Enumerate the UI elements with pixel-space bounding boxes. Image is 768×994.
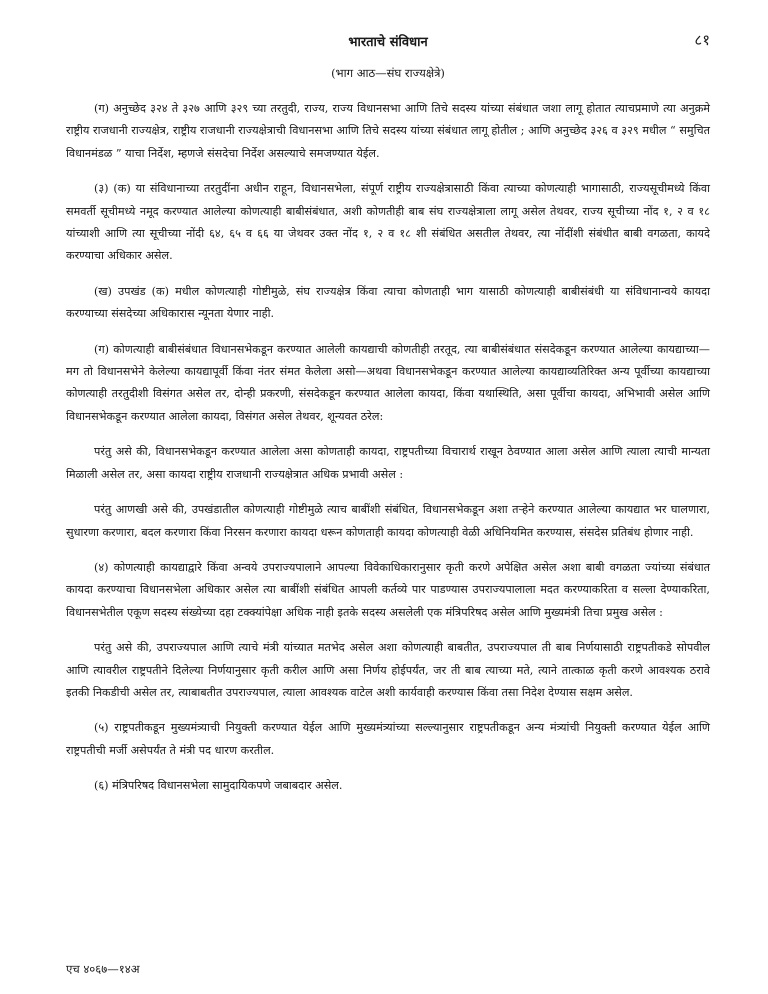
page-number: ८१ (694, 31, 710, 49)
paragraph-proviso-1: परंतु असे की, विधानसभेकडून करण्यात आलेला असा कोणताही कायदा, राष्ट्रपतीच्या विचारार्थ राखून ठेवण्यात आला असेल आणि त्याला त्याची मान्यता मिळाली असेल तर, असा कायदा राष्ट्रीय राजधानी राज्यक्षेत्रात अधिक प्रभावी असेल : (66, 445, 710, 481)
part-subtitle: (भाग आठ—संघ राज्यक्षेत्रे) (331, 66, 445, 80)
paragraph-clause-6: (६) मंत्रिपरिषद विधानसभेला सामुदायिकपणे जबाबदार असेल. (94, 779, 343, 793)
paragraph-proviso-clause-4: परंतु असे की, उपराज्यपाल आणि त्याचे मंत्री यांच्यात मतभेद असेल अशा कोणत्याही बाबतीत, उपराज्यपाल ती बाब निर्णयासाठी राष्ट्रपतीकडे सोपवील आणि त्यावरील राष्ट्रपतीने दिलेल्या निर्णयानुसार कृती करील आणि असा निर्णय होईपर्यंत, जर ती बाब त्याच्या मते, त्याने तात्काळ कृती करणे आवश्यक ठरावे इतकी निकडीची असेल तर, त्याबाबतीत उपराज्यपाल, त्याला आवश्यक वाटेल अशी कार्यवाही करण्यास किंवा तसा निदेश देण्यास सक्षम असेल. (66, 641, 710, 699)
paragraph-clause-4: (४) कोणत्याही कायद्याद्वारे किंवा अन्वये उपराज्यपालाने आपल्या विवेकाधिकारानुसार कृती करणे अपेक्षित असेल अशा बाबी वगळता ज्यांच्या संबंधात कायदा करण्याचा विधानसभेला अधिकार असेल त्या बाबींशी संबंधित आपली कर्तव्ये पार पाडण्यास उपराज्यपालाला मदत करण्याकरिता व सल्ला देण्याकरिता, विधानसभेतील एकूण सदस्य संख्येच्या दहा टक्क्यांपेक्षा अधिक नाही इतके सदस्य असलेली एक मंत्रिपरिषद असेल आणि मुख्यमंत्री तिचा प्रमुख असेल : (66, 560, 710, 619)
body-text (66, 98, 710, 798)
running-title: भारताचे संविधान (348, 35, 428, 50)
paragraph-clause-3b: (ख) उपखंड (क) मधील कोणत्याही गोष्टीमुळे, संघ राज्यक्षेत्र किंवा त्याचा कोणताही भाग यासाठी कोणत्याही बाबीसंबंधी या संविधानान्वये कायदा करण्याच्या संसदेच्या अधिकारास न्यूनता येणार नाही. (66, 284, 710, 321)
paragraph-clause-3c: (ग) कोणत्याही बाबीसंबंधात विधानसभेकडून करण्यात आलेली कायद्याची कोणतीही तरतूद, त्या बाबीसंबंधात संसदेकडून करण्यात आलेल्या कायद्याच्या—मग तो विधानसभेने केलेल्या कायद्यापूर्वी किंवा नंतर संमत केलेला असो—अथवा विधानसभेकडून करण्यात आलेल्या कायद्याव्यतिरिक्त अन्य पूर्वीच्या कायद्याच्या कोणत्याही तरतुदीशी विसंगत असेल तर, दोन्ही प्रकरणी, संसदेकडून करण्यात आलेला कायदा, किंवा यथास्थिति, असा पूर्वीचा कायदा, अभिभावी असेल आणि विधानसभेकडून करण्यात आलेला कायदा, विसंगत असेल तेथवर, शून्यवत ठरेल: (66, 342, 710, 423)
paragraph-clause-5: (५) राष्ट्रपतीकडून मुख्यमंत्र्याची नियुक्ती करण्यात येईल आणि मुख्यमंत्र्यांच्या सल्ल्यानुसार राष्ट्रपतीकडून अन्य मंत्र्यांची नियुक्ती करण्यात येईल आणि राष्ट्रपतीची मर्जी असेपर्यंत ते मंत्री पद धारण करतील. (66, 721, 710, 757)
page-footer-code: एच ४०६७—१४अ (66, 962, 140, 976)
paragraph-clause-g-elections: (ग) अनुच्छेद ३२४ ते ३२७ आणि ३२९ च्या तरतुदी, राज्य, राज्य विधानसभा आणि तिचे सदस्य यांच्या संबंधात जशा लागू होतात त्याचप्रमाणे त्या अनुक्रमे राष्ट्रीय राजधानी राज्यक्षेत्र, राष्ट्रीय राजधानी राज्यक्षेत्राची विधानसभा आणि तिचे सदस्य यांच्या संबंधात लागू होतील ; आणि अनुच्छेद ३२६ व ३२९ मधील “ समुचित विधानमंडळ ” याचा निर्देश, म्हणजे संसदेचा निर्देश असल्याचे समजण्यात येईल. (66, 102, 710, 160)
page-header (66, 30, 710, 56)
paragraph-proviso-2: परंतु आणखी असे की, उपखंडातील कोणत्याही गोष्टीमुळे त्याच बाबींशी संबंधित, विधानसभेकडून अशा तऱ्हेने करण्यात आलेल्या कायद्यात भर घालणारा, सुधारणा करणारा, बदल करणारा किंवा निरसन करणारा कायदा धरून कोणताही कायदा कोणत्याही वेळी अधिनियमित करण्यास, संसदेस प्रतिबंध होणार नाही. (66, 503, 710, 539)
paragraph-clause-3a: (३) (क) या संविधानाच्या तरतुदींना अधीन राहून, विधानसभेला, संपूर्ण राष्ट्रीय राज्यक्षेत्रासाठी किंवा त्याच्या कोणत्याही भागासाठी, राज्यसूचीमध्ये किंवा समवर्ती सूचीमध्ये नमूद करण्यात आलेल्या कोणत्याही बाबीसंबंधात, अशी कोणतीही बाब संघ राज्यक्षेत्राला लागू असेल तेथवर, राज्य सूचीच्या नोंद १, २ व १८ यांच्याशी आणि त्या सूचीच्या नोंदी ६४, ६५ व ६६ या जेथवर उक्त नोंद १, २ व १८ शी संबंधित असतील तेथवर, त्या नोंदींशी संबंधीत बाबी वगळता, कायदे करण्याचा अधिकार असेल. (66, 182, 710, 263)
